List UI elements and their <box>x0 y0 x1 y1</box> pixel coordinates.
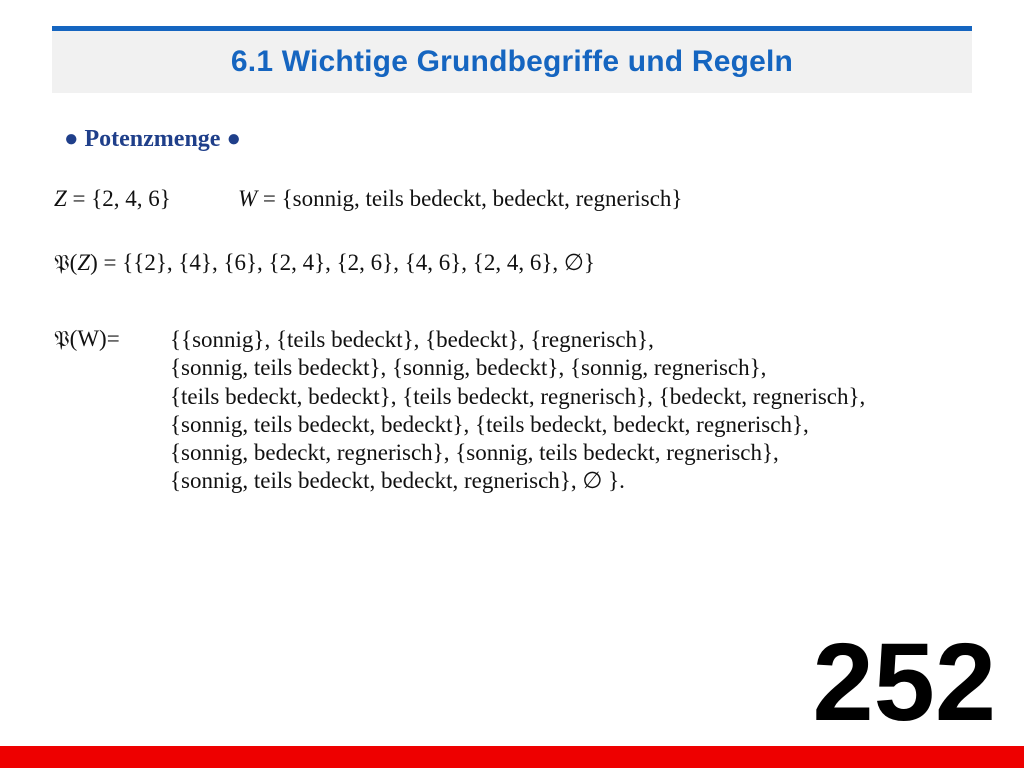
z-variable: Z <box>54 186 67 211</box>
w-set: = {sonnig, teils bedeckt, bedeckt, regnerisch} <box>257 186 683 211</box>
z-definition <box>54 186 171 212</box>
title-bar <box>52 26 972 93</box>
section-heading: ● Potenzmenge ● <box>64 126 241 152</box>
powerset-symbol: 𝔓 <box>54 327 70 352</box>
page-number: 252 <box>812 621 996 744</box>
powerset-line: {sonnig, teils bedeckt, bedeckt}, {teils bedeckt, bedeckt, regnerisch}, <box>170 411 809 437</box>
powerset-z <box>54 250 595 276</box>
page-title: 6.1 Wichtige Grundbegriffe und Regeln <box>230 45 794 78</box>
powerset-line: {teils bedeckt, bedeckt}, {teils bedeckt, regnerisch}, {bedeckt, regnerisch}, <box>170 383 866 409</box>
powerset-symbol: 𝔓 <box>54 251 70 276</box>
powerset-line: {{sonnig}, {teils bedeckt}, {bedeckt}, {regnerisch}, <box>170 327 654 352</box>
powerset-line: {sonnig, teils bedeckt}, {sonnig, bedeckt}, {sonnig, regnerisch}, <box>170 355 767 381</box>
pz-set: ) = {{2}, {4}, {6}, {2, 4}, {2, 6}, {4, 6}, {2, 4, 6}, ∅} <box>90 250 595 275</box>
powerset-line: {sonnig, teils bedeckt, bedeckt, regnerisch}, ∅ }. <box>170 468 625 494</box>
pw-arg: (W)= <box>69 326 120 351</box>
powerset-w-label <box>54 326 120 352</box>
footer-bar <box>0 746 1024 768</box>
w-definition <box>238 186 682 212</box>
powerset-w-elements <box>170 326 865 496</box>
powerset-line: {sonnig, bedeckt, regnerisch}, {sonnig, teils bedeckt, regnerisch}, <box>170 440 779 466</box>
w-variable: W <box>238 186 258 211</box>
pz-variable: Z <box>77 250 91 275</box>
pz-open: ( <box>69 250 78 275</box>
z-set: = {2, 4, 6} <box>66 186 171 211</box>
